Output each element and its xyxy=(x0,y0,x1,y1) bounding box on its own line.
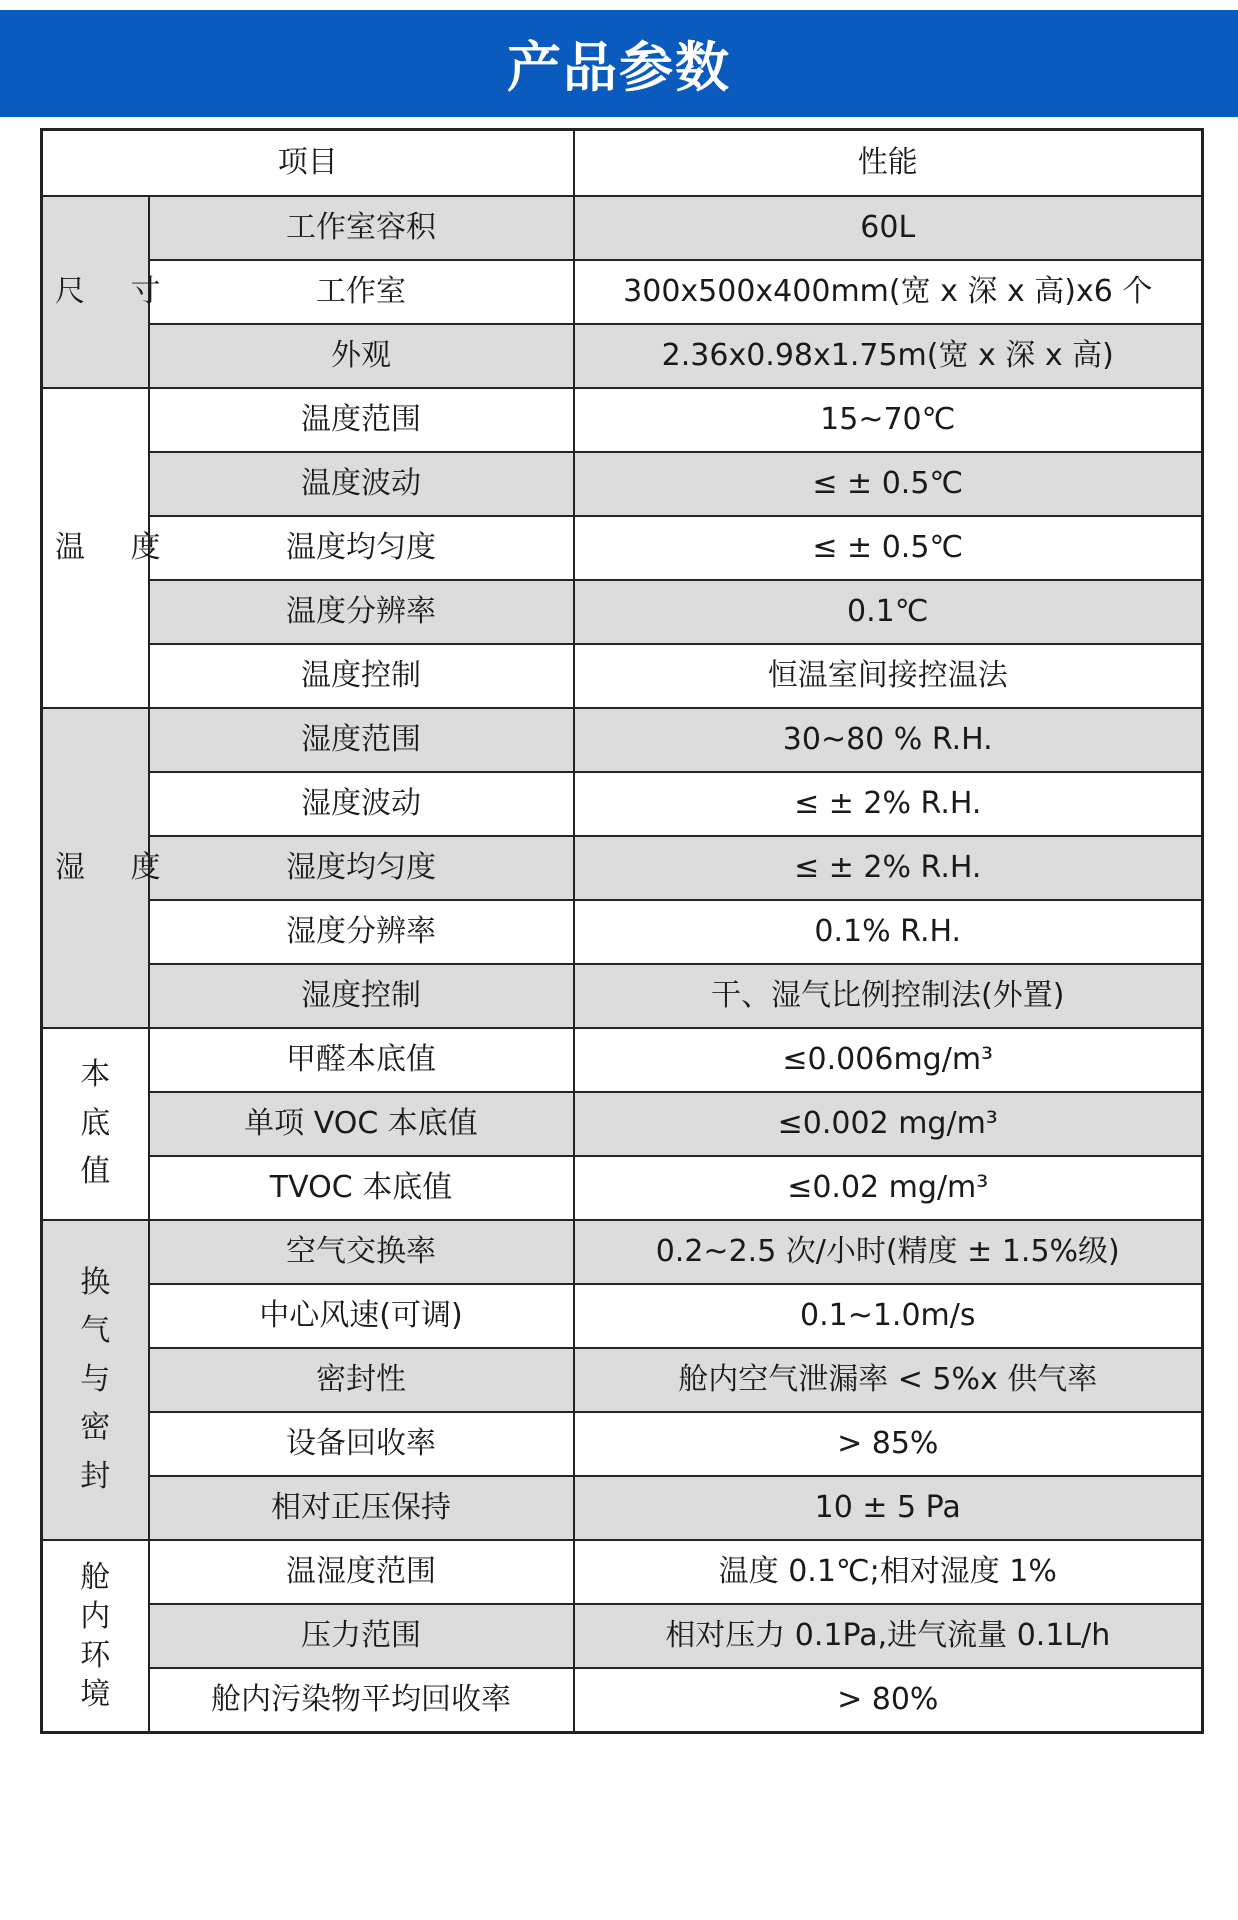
item-cell: 密封性 xyxy=(149,1348,574,1412)
table-row xyxy=(42,1284,1203,1348)
category-label: 本 底 值 xyxy=(80,1057,111,1190)
value-cell: ≤ ± 0.5℃ xyxy=(574,516,1203,580)
item-cell: 甲醛本底值 xyxy=(149,1028,574,1092)
value-cell: 10 ± 5 Pa xyxy=(574,1476,1203,1540)
item-cell: 空气交换率 xyxy=(149,1220,574,1284)
value-cell: 温度 0.1℃;相对湿度 1% xyxy=(574,1540,1203,1604)
value-cell: 0.2~2.5 次/小时(精度 ± 1.5%级) xyxy=(574,1220,1203,1284)
value-cell: 30~80 % R.H. xyxy=(574,708,1203,772)
value-cell: 相对压力 0.1Pa,进气流量 0.1L/h xyxy=(574,1604,1203,1668)
table-header-row xyxy=(42,130,1203,197)
value-cell: > 80% xyxy=(574,1668,1203,1733)
item-cell: 温度分辨率 xyxy=(149,580,574,644)
table-row xyxy=(42,324,1203,388)
table-row xyxy=(42,708,1203,772)
table-row xyxy=(42,1220,1203,1284)
category-cell-size: 尺 寸 xyxy=(42,196,149,388)
item-cell: 压力范围 xyxy=(149,1604,574,1668)
table-row xyxy=(42,1412,1203,1476)
item-cell: 温度范围 xyxy=(149,388,574,452)
value-cell: 0.1℃ xyxy=(574,580,1203,644)
value-cell: 恒温室间接控温法 xyxy=(574,644,1203,708)
value-cell: 60L xyxy=(574,196,1203,260)
item-cell: 相对正压保持 xyxy=(149,1476,574,1540)
item-cell: 湿度波动 xyxy=(149,772,574,836)
item-cell: 温湿度范围 xyxy=(149,1540,574,1604)
value-cell: 300x500x400mm(宽 x 深 x 高)x6 个 xyxy=(574,260,1203,324)
value-cell: > 85% xyxy=(574,1412,1203,1476)
category-label: 换 气 与 密 封 xyxy=(80,1264,111,1494)
item-cell: 中心风速(可调) xyxy=(149,1284,574,1348)
category-cell-chamber-environment xyxy=(42,1540,149,1733)
table-row xyxy=(42,964,1203,1028)
category-label: 舱 内 环 境 xyxy=(80,1560,111,1712)
item-cell: 湿度分辨率 xyxy=(149,900,574,964)
table-row xyxy=(42,1092,1203,1156)
item-cell: 外观 xyxy=(149,324,574,388)
value-cell: 2.36x0.98x1.75m(宽 x 深 x 高) xyxy=(574,324,1203,388)
table-row xyxy=(42,388,1203,452)
table-row xyxy=(42,1668,1203,1733)
page-title: 产品参数 xyxy=(507,36,731,99)
value-cell: ≤0.006mg/m³ xyxy=(574,1028,1203,1092)
item-cell: 设备回收率 xyxy=(149,1412,574,1476)
item-cell: 舱内污染物平均回收率 xyxy=(149,1668,574,1733)
title-banner xyxy=(0,10,1238,117)
item-cell: 湿度均匀度 xyxy=(149,836,574,900)
table-row xyxy=(42,1156,1203,1220)
value-cell: ≤0.02 mg/m³ xyxy=(574,1156,1203,1220)
table-row xyxy=(42,900,1203,964)
item-cell: 工作室容积 xyxy=(149,196,574,260)
table-row xyxy=(42,260,1203,324)
table-row xyxy=(42,452,1203,516)
item-cell: TVOC 本底值 xyxy=(149,1156,574,1220)
value-cell: ≤ ± 2% R.H. xyxy=(574,772,1203,836)
value-cell: 0.1~1.0m/s xyxy=(574,1284,1203,1348)
table-row xyxy=(42,516,1203,580)
table-row xyxy=(42,1604,1203,1668)
table-row xyxy=(42,1348,1203,1412)
table-row xyxy=(42,1028,1203,1092)
table-row xyxy=(42,196,1203,260)
spec-table xyxy=(40,128,1204,1734)
category-cell-ventilation-sealing xyxy=(42,1220,149,1540)
item-cell: 温度均匀度 xyxy=(149,516,574,580)
item-cell: 工作室 xyxy=(149,260,574,324)
category-cell-background-value xyxy=(42,1028,149,1220)
item-cell: 湿度控制 xyxy=(149,964,574,1028)
value-cell: 舱内空气泄漏率 < 5%x 供气率 xyxy=(574,1348,1203,1412)
table-row xyxy=(42,1540,1203,1604)
value-cell: 15~70℃ xyxy=(574,388,1203,452)
table-row xyxy=(42,772,1203,836)
item-cell: 单项 VOC 本底值 xyxy=(149,1092,574,1156)
table-row xyxy=(42,580,1203,644)
value-cell: 干、湿气比例控制法(外置) xyxy=(574,964,1203,1028)
value-cell: 0.1% R.H. xyxy=(574,900,1203,964)
category-cell-temperature: 温 度 xyxy=(42,388,149,708)
table-row xyxy=(42,836,1203,900)
table-row xyxy=(42,1476,1203,1540)
item-cell: 温度波动 xyxy=(149,452,574,516)
item-cell: 温度控制 xyxy=(149,644,574,708)
category-cell-humidity: 湿 度 xyxy=(42,708,149,1028)
table-row xyxy=(42,644,1203,708)
value-cell: ≤ ± 2% R.H. xyxy=(574,836,1203,900)
header-performance: 性能 xyxy=(574,130,1203,197)
header-item: 项目 xyxy=(42,130,574,197)
value-cell: ≤0.002 mg/m³ xyxy=(574,1092,1203,1156)
item-cell: 湿度范围 xyxy=(149,708,574,772)
value-cell: ≤ ± 0.5℃ xyxy=(574,452,1203,516)
